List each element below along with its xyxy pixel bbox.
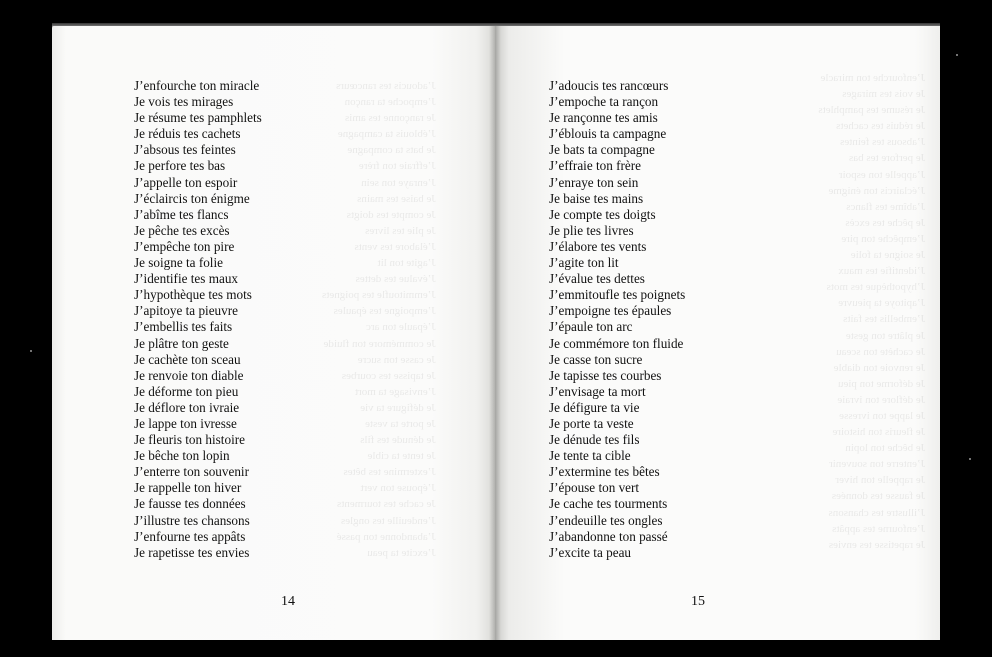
show-through-line: Je plâtre ton geste	[845, 329, 925, 342]
show-through-line: Je déflore ton ivraie	[837, 393, 925, 406]
show-through-line: Je dénude tes fils	[360, 434, 436, 447]
show-through-line: J’enfourne tes appâts	[832, 522, 925, 535]
show-through-line: J’emmitoufle tes poignets	[322, 289, 436, 302]
show-through-line: Je rappelle ton hiver	[835, 474, 925, 487]
show-through-line: Je fleuris ton histoire	[832, 426, 925, 439]
poem-line: Je baise tes mains	[549, 190, 644, 206]
poem-line: J’apitoye ta pieuvre	[134, 303, 238, 319]
poem-line: J’identifie tes maux	[134, 271, 239, 287]
poem-line: Je dénude tes fils	[549, 432, 640, 448]
poem-line: J’envisage ta mort	[549, 383, 646, 399]
show-through-line: Je renvoie ton diable	[833, 361, 925, 374]
show-through-line: J’envisage ta mort	[355, 385, 436, 398]
show-through-line: Je porte ta veste	[365, 417, 436, 430]
show-through-line: J’évalue tes dettes	[355, 273, 436, 286]
poem-line: J’embellis tes faits	[134, 319, 233, 335]
left-poem	[134, 78, 262, 561]
poem-line: J’enraye ton sein	[549, 174, 639, 190]
show-through-line: J’éclaircis ton énigme	[828, 184, 925, 197]
show-through-line: J’agite ton lit	[377, 257, 436, 270]
poem-line: Je perfore tes bas	[134, 158, 226, 174]
show-through-line: Je perfore tes bas	[848, 152, 925, 165]
poem-line: Je plie tes livres	[549, 222, 634, 238]
show-through-line: Je baise tes mains	[357, 192, 436, 205]
show-through-line: J’absous tes feintes	[840, 136, 925, 149]
poem-line: J’excite ta peau	[549, 544, 632, 560]
show-through-line: J’endeuille tes ongles	[340, 514, 436, 527]
poem-line: Je fleuris ton histoire	[134, 432, 245, 448]
poem-line: Je pêche tes excès	[134, 222, 230, 238]
poem-line: J’adoucis tes rancœurs	[549, 78, 669, 93]
right-poem	[549, 78, 685, 561]
poem-line: J’enterre ton souvenir	[134, 464, 249, 480]
show-through-line: Je vois tes mirages	[842, 88, 925, 101]
poem-line: J’effraie ton frère	[549, 158, 642, 174]
poem-line: J’absous tes feintes	[134, 142, 236, 158]
show-through-line: J’épaule ton arc	[366, 321, 436, 334]
show-through-line: J’effraie ton frère	[358, 160, 436, 173]
poem-line: Je rappelle ton hiver	[134, 480, 242, 496]
dust-speck	[969, 458, 971, 460]
poem-line: Je bats ta compagne	[549, 142, 655, 158]
poem-line: Je compte tes doigts	[549, 206, 656, 222]
poem-line: Je plâtre ton geste	[134, 335, 229, 351]
poem-line: Je soigne ta folie	[134, 255, 223, 271]
show-through-line: J’empoche ta rançon	[344, 96, 436, 109]
poem-line: J’abandonne ton passé	[549, 528, 668, 544]
show-through-line: J’empêche ton pire	[841, 232, 925, 245]
poem-line: J’épouse ton vert	[549, 480, 640, 496]
poem-line: Je renvoie ton diable	[134, 367, 244, 383]
show-through-line: J’épouse ton vert	[360, 482, 436, 495]
poem-line: J’endeuille tes ongles	[549, 512, 663, 528]
poem-line: Je rapetisse tes envies	[134, 544, 250, 560]
left-page-number: 14	[281, 594, 295, 609]
show-through-line: Je réduis tes cachets	[836, 120, 925, 133]
show-through-line: Je casse ton sucre	[357, 353, 436, 366]
poem-line: Je cache tes tourments	[549, 496, 668, 512]
poem-line: Je porte ta veste	[549, 415, 634, 431]
show-through-line: Je soigne ta folie	[850, 249, 925, 262]
show-through-line: J’excite ta peau	[367, 546, 436, 559]
show-through-line: Je tente ta cible	[367, 450, 436, 463]
poem-line: Je rançonne tes amis	[549, 110, 658, 126]
poem-line: J’empoche ta rançon	[549, 94, 659, 110]
poem-line: Je lappe ton ivresse	[134, 415, 237, 431]
poem-line: Je tapisse tes courbes	[549, 367, 662, 383]
show-through-line: Je plie tes livres	[365, 224, 436, 237]
show-through-line: J’éblouis ta campagne	[337, 128, 436, 141]
show-through-line: J’élabore tes vents	[354, 240, 436, 253]
show-through-line: Je résume tes pamphlets	[818, 104, 925, 117]
show-through-line: Je défigure ta vie	[360, 401, 436, 414]
right-page-show-through	[745, 70, 925, 553]
show-through-line: Je lappe ton ivresse	[839, 409, 925, 422]
poem-line: Je tente ta cible	[549, 448, 631, 464]
show-through-line: J’enraye ton sein	[361, 176, 436, 189]
show-through-line: J’hypothèque tes mots	[826, 281, 925, 294]
poem-line: J’abîme tes flancs	[134, 206, 229, 222]
book-gutter	[489, 26, 501, 640]
dust-speck	[956, 54, 958, 56]
show-through-line: Je pêche tes excès	[845, 216, 925, 229]
show-through-line: Je bats ta compagne	[347, 144, 436, 157]
poem-line: Je vois tes mirages	[134, 94, 234, 110]
poem-line: Je réduis tes cachets	[134, 126, 241, 142]
show-through-line: Je fausse tes données	[831, 490, 925, 503]
show-through-line: Je tapisse tes courbes	[341, 369, 436, 382]
poem-line: J’empêche ton pire	[134, 238, 235, 254]
show-through-line: Je rançonne tes amis	[344, 112, 436, 125]
poem-line: J’extermine tes bêtes	[549, 464, 660, 480]
poem-line: Je bêche ton lopin	[134, 448, 230, 464]
show-through-line: J’abandonne ton passé	[336, 530, 436, 543]
poem-line: J’enfourche ton miracle	[134, 78, 260, 93]
right-page	[495, 26, 940, 640]
poem-line: J’hypothèque tes mots	[134, 287, 252, 303]
dust-speck	[30, 350, 32, 352]
show-through-line: Je bêche ton lopin	[845, 442, 925, 455]
show-through-line: J’empoigne tes épaules	[333, 305, 436, 318]
poem-line: J’éblouis ta campagne	[549, 126, 667, 142]
show-through-line: J’embellis tes faits	[843, 313, 925, 326]
poem-line: J’évalue tes dettes	[549, 271, 645, 287]
poem-line: Je casse ton sucre	[549, 351, 643, 367]
poem-line: J’éclaircis ton énigme	[134, 190, 250, 206]
poem-line: J’illustre tes chansons	[134, 512, 250, 528]
poem-line: Je déflore ton ivraie	[134, 399, 240, 415]
show-through-line: J’illustre tes chansons	[828, 506, 925, 519]
poem-line: J’empoigne tes épaules	[549, 303, 672, 319]
show-through-line: J’enfourche ton miracle	[820, 72, 925, 84]
show-through-line: J’enterre ton souvenir	[829, 458, 925, 471]
poem-line: J’élabore tes vents	[549, 238, 647, 254]
show-through-line: Je cachète ton sceau	[836, 345, 925, 358]
poem-line: J’enfourne tes appâts	[134, 528, 246, 544]
show-through-line: J’apitoye ta pieuvre	[838, 297, 925, 310]
poem-line: Je cachète ton sceau	[134, 351, 241, 367]
show-through-line: Je cache tes tourments	[337, 498, 436, 511]
book-spread	[52, 26, 940, 640]
left-page-show-through	[322, 78, 436, 561]
poem-line: Je déforme ton pieu	[134, 383, 239, 399]
poem-line: Je fausse tes données	[134, 496, 246, 512]
show-through-line: J’appelle ton espoir	[838, 168, 925, 181]
show-through-line: Je commémore ton fluide	[323, 337, 436, 350]
poem-line: Je résume tes pamphlets	[134, 110, 262, 126]
poem-line: J’épaule ton arc	[549, 319, 633, 335]
show-through-line: Je déforme ton pieu	[837, 377, 925, 390]
left-page	[52, 26, 495, 640]
show-through-line: J’adoucis tes rancœurs	[336, 80, 436, 92]
show-through-line: Je rapetisse tes envies	[828, 538, 925, 551]
poem-line: Je défigure ta vie	[549, 399, 640, 415]
right-page-number: 15	[691, 594, 705, 609]
show-through-line: J’abîme tes flancs	[846, 200, 925, 213]
show-through-line: Je compte tes doigts	[346, 208, 436, 221]
poem-line: Je commémore ton fluide	[549, 335, 684, 351]
poem-line: J’agite ton lit	[549, 255, 619, 271]
show-through-line: J’extermine tes bêtes	[343, 466, 436, 479]
poem-line: J’appelle ton espoir	[134, 174, 238, 190]
show-through-line: J’identifie tes maux	[838, 265, 925, 278]
poem-line: J’emmitoufle tes poignets	[549, 287, 686, 303]
